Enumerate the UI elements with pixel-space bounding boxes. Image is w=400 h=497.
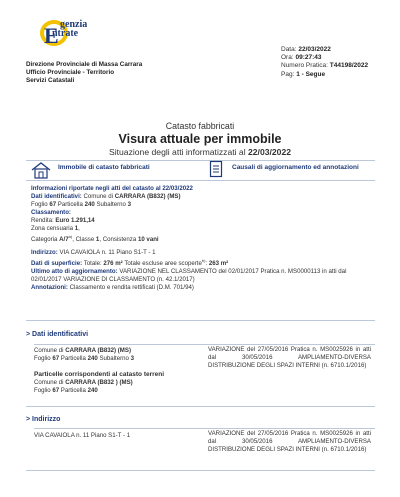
pratica-value: T44198/2022 [329, 62, 369, 70]
comune-prefix: Comune di [34, 347, 64, 354]
zona-label: Zona censuaria [31, 225, 74, 232]
dati-prov: (MS) [167, 193, 181, 200]
foglio-label: Foglio [34, 355, 51, 362]
ora-label: Ora: [281, 54, 294, 62]
corrisp-comune-value: CARRARA (B832 ) (MS) [65, 379, 133, 386]
classe-value: 1 [95, 236, 100, 244]
indirizzo-variazione: VARIAZIONE del 27/05/2016 Pratica n. MS0025926 in atti dal 30/05/2016 AMPLIAMENTO-DIVERSA DISTRIBUZIONE DEGLI SPAZI INTERNI (n. 6710.1/2016) [208, 430, 371, 453]
section-dati-label: Dati identificativi [32, 331, 89, 338]
data-value: 22/03/2022 [298, 46, 331, 53]
office-line-1: Direzione Provinciale di Massa Carrara [26, 61, 143, 68]
particella-value: 240 [84, 201, 95, 208]
foglio-label: Foglio [31, 201, 48, 208]
dati-left [34, 347, 199, 395]
pag-label: Pag: [281, 70, 295, 78]
divider [26, 470, 375, 471]
consistenza-value: 10 vani [137, 236, 159, 244]
indirizzo-value: VIA CAVAIOLA n. 11 Piano S1-T - 1 [59, 249, 156, 257]
situation-text: Situazione degli atti informatizzati al [108, 147, 246, 157]
logo-line-1: genzia [60, 19, 88, 30]
superficie-escluse-label: Totale escluse aree scoperte [124, 260, 202, 268]
divider [34, 428, 375, 429]
house-icon [30, 161, 52, 179]
section-indirizzo-label: Indirizzo [32, 416, 61, 423]
office-line-3: Servizi Catastali [26, 76, 75, 84]
section-dati-title[interactable]: > Dati identificativi [26, 331, 89, 338]
doc-situation [0, 147, 400, 157]
corrisp-particella-label: Particella [60, 387, 86, 394]
svg-text:E: E [44, 23, 59, 48]
rendita-value: Euro 1.291,14 [55, 217, 95, 224]
divider [26, 406, 375, 407]
classamento-label: Classamento: [31, 209, 71, 216]
ultimo-atto-value: VARIAZIONE NEL CLASSAMENTO del 02/01/2017 Pratica n. MS0000113 in atti dal 02/01/2017 VARIAZIONE DI CLASSAMENTO (n. 42.1/2017) [31, 268, 347, 284]
divider [26, 320, 375, 321]
office-line-2: Ufficio Provinciale - Territorio [26, 68, 115, 76]
document-icon [209, 160, 223, 178]
document-meta [281, 46, 368, 79]
classe-label: Classe [75, 236, 95, 244]
annotazioni-value: Classamento e rendita rettificati (D.M. 701/94) [69, 284, 194, 292]
subalterno-value: 3 [130, 355, 135, 362]
subalterno-label: Subalterno [99, 355, 129, 362]
data-label: Data: [281, 46, 297, 53]
foglio-value: 67 [52, 355, 60, 362]
comune-value: CARRARA (B832) (MS) [65, 347, 131, 354]
ultimo-atto-label: Ultimo atto di aggiornamento: [31, 268, 118, 276]
superficie-label: Dati di superficie: [31, 260, 83, 268]
pag-value: 1 - Segue [296, 70, 326, 78]
logo-wordmark [52, 20, 87, 38]
corrisp-title: Particelle corrispondenti al catasto terreni [34, 371, 165, 378]
corrisp-comune-prefix: Comune di [34, 379, 64, 386]
tab-causali[interactable]: Causali di aggiornamento ed annotazioni [232, 164, 359, 171]
ora-value: 09:27:43 [295, 54, 322, 62]
zona-value: 1 [74, 225, 79, 232]
tab-immobile[interactable]: Immobile di catasto fabbricati [58, 164, 150, 171]
logo-line-2: ntrate [52, 28, 79, 39]
info-block: Informazioni riportate negli atti del catasto al 22/03/2022 Dati identificativi: Comune di CARRARA (B832) (MS) Foglio 67 Particella 240 Subalterno 3 Classamento: Rendita: Euro 1.291,14 Zona censuaria 1, Categoria A/7$^{a)}$, Classe 1, Consistenza 10 vani Indirizzo: VIA CAVAIOLA n. 11 Piano S1-T - 1 Dati di superficie: Totale: 276 m² Totale escluse aree scoperte$^{b)}$: 263 m² Ultimo atto di aggiornamento: VARIAZIONE NEL CLASSAMENTO del 02/01/2017 Pratica n. MS0000113 in atti dal 02/01/2017 VARIAZIONE DI CLASSAMENTO (n. 42.1/2017) Annotazioni: Classamento e rendita rettificati (D.M. 701/94) [31, 185, 371, 292]
pratica-label: Numero Pratica: [281, 62, 328, 70]
divider [26, 160, 375, 161]
situation-date: 22/03/2022 [248, 147, 292, 157]
dati-prefix: Comune di [83, 193, 113, 200]
indirizzo-value: VIA CAVAIOLA n. 11 Piano S1-T - 1 [34, 432, 131, 439]
corrisp-foglio-value: 67 [52, 387, 60, 394]
superficie-totale: 276 m² [103, 260, 123, 268]
dati-comune: CARRARA (B832) [114, 193, 166, 200]
info-heading: Informazioni riportate negli atti del catasto al 22/03/2022 [31, 185, 193, 192]
office-block [26, 61, 142, 84]
categoria-label: Categoria [31, 236, 58, 244]
divider [26, 180, 375, 181]
dati-variazione: VARIAZIONE del 27/05/2016 Pratica n. MS0025926 in atti dal 30/05/2016 AMPLIAMENTO-DIVERSA DISTRIBUZIONE DEGLI SPAZI INTERNI (n. 6710.1/2016) [208, 346, 371, 369]
particella-label: Particella [57, 201, 83, 208]
corrisp-foglio-label: Foglio [34, 387, 51, 394]
divider [34, 344, 375, 345]
foglio-value: 67 [49, 201, 57, 208]
particella-value: 240 [87, 355, 98, 362]
section-indirizzo-title[interactable]: > Indirizzo [26, 416, 61, 423]
subalterno-value: 3 [127, 201, 132, 208]
particella-label: Particella [60, 355, 86, 362]
annotazioni-label: Annotazioni: [31, 284, 68, 292]
doc-subtitle: Catasto fabbricati [165, 121, 235, 131]
subalterno-label: Subalterno [96, 201, 126, 208]
dati-label: Dati identificativi: [31, 193, 82, 200]
corrisp-particella-value: 240 [87, 387, 98, 394]
superficie-escluse: 263 m² [208, 260, 229, 268]
rendita-label: Rendita: [31, 217, 54, 224]
indirizzo-label: Indirizzo: [31, 249, 58, 257]
doc-title: Visura attuale per immobile [118, 132, 282, 146]
superficie-totale-label: Totale: [83, 260, 102, 268]
consistenza-label: Consistenza [102, 236, 137, 244]
categoria-value: A/7 [59, 236, 69, 244]
